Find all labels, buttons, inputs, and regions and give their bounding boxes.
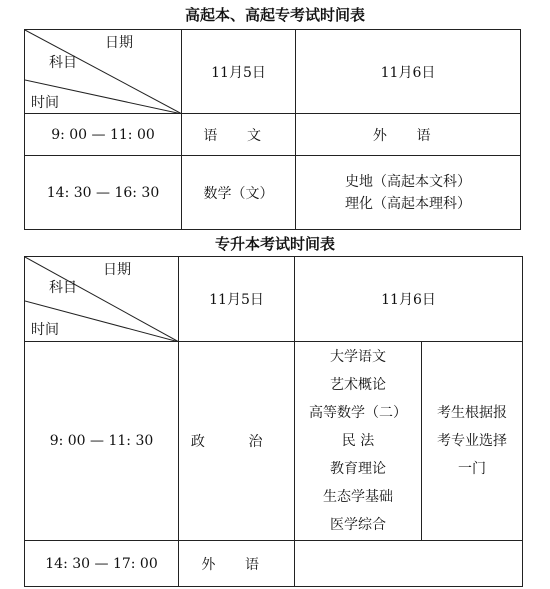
table2-row2-time: 14: 30 — 17: 00 bbox=[25, 541, 179, 587]
cell-line: 史地（高起本文科） bbox=[345, 173, 471, 190]
date-label: 日期 bbox=[105, 35, 133, 51]
note-line: 一门 bbox=[458, 461, 486, 477]
table1-row1-time: 9: 00 — 11: 00 bbox=[25, 114, 182, 156]
table1-row2-day2 bbox=[296, 156, 521, 230]
table1-row1-day1 bbox=[182, 114, 296, 156]
table1-row2-time: 14: 30 — 16: 30 bbox=[25, 156, 182, 230]
table2-header-day1: 11月5日 bbox=[179, 257, 295, 342]
table2-header-day2: 11月6日 bbox=[295, 257, 523, 342]
table1-header-day1: 11月5日 bbox=[182, 30, 296, 114]
subject-label: 科目 bbox=[49, 55, 77, 71]
table1-title: 高起本、高起专考试时间表 bbox=[184, 6, 365, 24]
subject-item: 大学语文 bbox=[330, 349, 386, 365]
table2-row1-day1 bbox=[179, 342, 295, 541]
subject-item: 医学综合 bbox=[330, 517, 386, 533]
time-label: 时间 bbox=[31, 95, 59, 111]
cell-text: 外 语 bbox=[201, 556, 272, 573]
cell-text: 外 语 bbox=[372, 127, 444, 144]
table1-row1-day2 bbox=[296, 114, 521, 156]
cell-text: 政 治 bbox=[190, 434, 283, 450]
table2-row2-day2 bbox=[295, 541, 523, 587]
cell-line: 理化（高起本理科） bbox=[345, 195, 471, 212]
cell-text: 语 文 bbox=[203, 127, 274, 144]
note-line: 考生根据报 bbox=[437, 405, 507, 421]
table2-row1-day2-note bbox=[422, 342, 523, 541]
table2-row1-day2-subjects bbox=[295, 342, 422, 541]
date-label: 日期 bbox=[103, 262, 131, 278]
table1-header-corner bbox=[25, 30, 182, 114]
subject-item: 艺术概论 bbox=[330, 377, 386, 393]
note-line: 考专业选择 bbox=[437, 433, 507, 449]
table2-row1-time: 9: 00 — 11: 30 bbox=[25, 342, 179, 541]
subject-item: 高等数学（二） bbox=[309, 405, 407, 421]
table1-row2-day1: 数学（文） bbox=[182, 156, 296, 230]
table2-title: 专升本考试时间表 bbox=[214, 235, 335, 253]
subject-item: 生态学基础 bbox=[323, 489, 393, 505]
exam-schedule-table-2 bbox=[24, 256, 523, 587]
table2-header-corner bbox=[25, 257, 179, 342]
subject-label: 科目 bbox=[49, 280, 77, 296]
subject-item: 民 法 bbox=[341, 433, 375, 449]
table2-row2-day1 bbox=[179, 541, 295, 587]
time-label: 时间 bbox=[31, 322, 59, 338]
table1-header-day2: 11月6日 bbox=[296, 30, 521, 114]
exam-schedule-table-1 bbox=[24, 29, 521, 230]
subject-item: 教育理论 bbox=[330, 461, 386, 477]
